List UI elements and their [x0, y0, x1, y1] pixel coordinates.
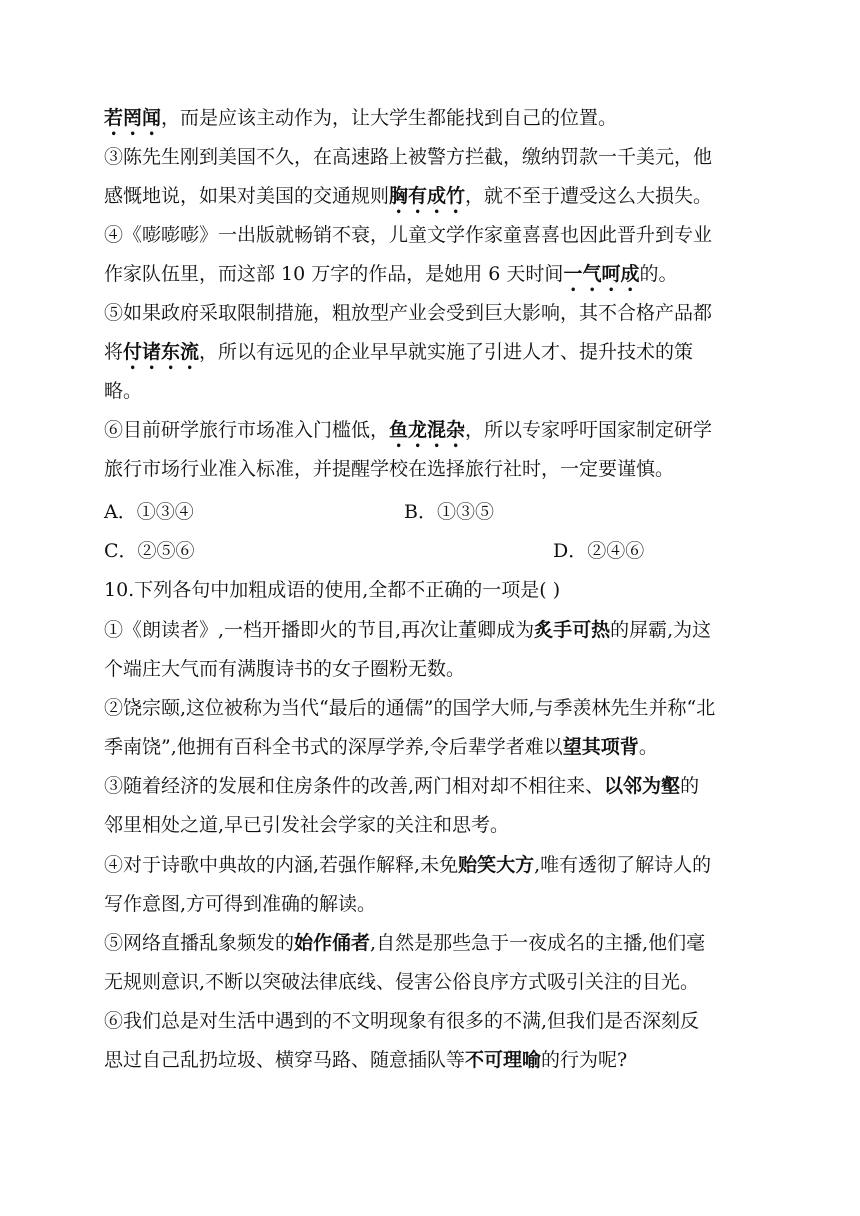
text-segment: 。 — [638, 736, 658, 758]
text-segment: ④对于诗歌中典故的内涵,若强作解释,未免 — [104, 854, 459, 876]
q10-sentence-3a — [104, 774, 784, 798]
idiom-keyword: 付诸东流 — [123, 341, 200, 363]
q9-line-9 — [104, 418, 784, 452]
text-segment: ,自然是那些急于一夜成名的主播,他们毫 — [370, 932, 706, 954]
q9-line-6: ⑤如果政府采取限制措施，粗放型产业会受到巨大影响，其不合格产品都 — [104, 302, 713, 324]
idiom-keyword: 胸有成竹 — [389, 185, 466, 207]
q10-sentence-5b: 无规则意识,不断以突破法律底线、侵害公俗良序方式吸引关注的目光。 — [104, 971, 700, 993]
text-segment: 的 — [680, 775, 700, 797]
idiom-keyword: 鱼龙混杂 — [389, 419, 466, 441]
text-segment: 感慨地说，如果对美国的交通规则 — [104, 185, 390, 207]
q10-sentence-3b: 邻里相处之道,早已引发社会学家的关注和思考。 — [104, 814, 510, 836]
q10-sentence-6a: ⑥我们总是对生活中遇到的不文明现象有很多的不满,但我们是否深刻反 — [104, 1010, 700, 1032]
q10-sentence-2a: ②饶宗颐,这位被称为当代“最后的通儒”的国学大师,与季羡林先生并称“北 — [104, 697, 716, 719]
idiom-keyword: 贻笑大方 — [458, 854, 535, 876]
idiom-keyword: 望其项背 — [562, 736, 639, 758]
text-segment: 思过自己乱扔垃圾、横穿马路、随意插队等 — [104, 1049, 466, 1071]
option-b[interactable]: B．①③⑤ — [404, 501, 494, 523]
text-segment: ，就不至于遭受这么大损失。 — [465, 185, 713, 207]
text-segment: ⑤网络直播乱象频发的 — [104, 932, 295, 954]
q10-sentence-4a — [104, 853, 784, 877]
q9-line-5 — [104, 262, 784, 296]
q9-line-2: ③陈先生刚到美国不久，在高速路上被警方拦截，缴纳罚款一千美元，他 — [104, 146, 713, 168]
q10-stem: 10.下列各句中加粗成语的使用,全都不正确的一项是( ) — [104, 579, 561, 601]
text-segment: 季南饶”,他拥有百科全书式的深厚学养,令后辈学者难以 — [104, 736, 563, 758]
text-segment: ，所以专家呼吁国家制定研学 — [465, 419, 713, 441]
text-segment: 的。 — [639, 263, 678, 285]
text-segment: ①《朗读者》,一档开播即火的节目,再次让董卿成为 — [104, 619, 535, 641]
idiom-keyword: 不可理喻 — [465, 1049, 542, 1071]
q10-sentence-4b: 写作意图,方可得到准确的解读。 — [104, 893, 377, 915]
text-segment: 的屏霸,为这 — [610, 619, 712, 641]
option-c[interactable]: C．②⑤⑥ — [104, 540, 195, 562]
idiom-keyword: 炙手可热 — [534, 619, 611, 641]
text-segment: 将 — [104, 341, 124, 363]
q10-sentence-5a — [104, 931, 784, 955]
idiom-keyword: 若罔闻 — [104, 107, 162, 129]
text-segment: ⑥目前研学旅行市场准入门槛低， — [104, 419, 390, 441]
q10-sentence-1b: 个端庄大气而有满腹诗书的女子圈粉无数。 — [104, 658, 466, 680]
q9-line-7 — [104, 340, 784, 374]
text-segment: ，所以有远见的企业早早就实施了引进人才、提升技术的策 — [199, 341, 694, 363]
idiom-keyword: 一气呵成 — [563, 263, 640, 285]
q9-line-4: ④《嘭嘭嘭》一出版就畅销不衰，儿童文学作家童喜喜也因此晋升到专业 — [104, 224, 713, 246]
q9-line-10: 旅行市场行业准入标准，并提醒学校在选择旅行社时，一定要谨慎。 — [104, 458, 675, 480]
text-segment: ，而是应该主动作为，让大学生都能找到自己的位置。 — [161, 107, 618, 129]
text-segment: 作家队伍里，而这部 10 万字的作品，是她用 6 天时间 — [104, 263, 564, 285]
text-segment: 的行为呢? — [541, 1049, 628, 1071]
q9-line-8: 略。 — [104, 380, 143, 402]
idiom-keyword: 始作俑者 — [294, 932, 371, 954]
option-d[interactable]: D．②④⑥ — [553, 540, 645, 562]
text-segment: ③随着经济的发展和住房条件的改善,两门相对却不相往来、 — [104, 775, 605, 797]
q10-sentence-6b — [104, 1048, 784, 1072]
text-segment: ,唯有透彻了解诗人的 — [534, 854, 712, 876]
q9-line-3 — [104, 184, 784, 218]
option-a[interactable]: A．①③④ — [104, 501, 194, 523]
q9-line-1 — [104, 106, 784, 140]
q10-sentence-2b — [104, 735, 784, 759]
q10-sentence-1a — [104, 618, 784, 642]
idiom-keyword: 以邻为壑 — [604, 775, 681, 797]
